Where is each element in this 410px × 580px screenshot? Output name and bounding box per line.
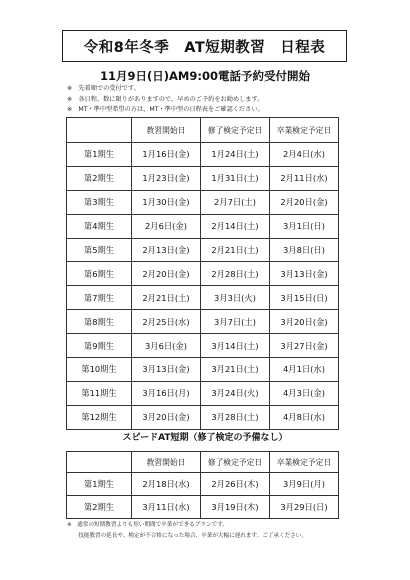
table-row	[67, 262, 339, 286]
date-cell: 4月8日(水)	[270, 405, 339, 429]
date-cell: 1月30日(金)	[132, 190, 201, 214]
footer-notes	[67, 520, 367, 542]
speed-schedule-table	[66, 451, 339, 519]
date-cell: 2月20日(金)	[270, 190, 339, 214]
date-cell: 2月25日(水)	[132, 310, 201, 334]
note-line: ※ MT・準中型希望の方は、MT・準中型の日程表をご確認ください。	[67, 106, 264, 113]
term-label-cell: 第2期生	[67, 496, 132, 519]
term-label-cell: 第11期生	[67, 381, 132, 405]
date-cell: 3月1日(日)	[270, 214, 339, 238]
date-cell: 3月7日(土)	[201, 310, 270, 334]
date-cell: 3月3日(火)	[201, 286, 270, 310]
table-row	[67, 473, 339, 496]
table-row	[67, 214, 339, 238]
date-cell: 3月21日(土)	[201, 358, 270, 382]
date-cell: 2月4日(水)	[270, 143, 339, 167]
date-cell: 3月6日(金)	[132, 334, 201, 358]
date-cell: 3月13日(金)	[270, 262, 339, 286]
date-cell: 3月14日(土)	[201, 334, 270, 358]
term-label-cell: 第6期生	[67, 262, 132, 286]
table-row	[67, 143, 339, 167]
date-cell: 3月8日(日)	[270, 238, 339, 262]
term-label-cell: 第2期生	[67, 166, 132, 190]
date-cell: 1月31日(土)	[201, 166, 270, 190]
column-header: 修了検定予定日	[201, 118, 270, 143]
column-header: 修了検定予定日	[201, 452, 270, 473]
term-label-cell: 第3期生	[67, 190, 132, 214]
date-cell: 2月20日(金)	[132, 262, 201, 286]
date-cell: 2月14日(土)	[201, 214, 270, 238]
date-cell: 1月24日(土)	[201, 143, 270, 167]
table-row	[67, 496, 339, 519]
term-label-cell: 第7期生	[67, 286, 132, 310]
note-line: ※ 各日程、数に限りがありますので、早めのご予約をお勧めします。	[67, 95, 264, 103]
header-corner-cell	[67, 452, 132, 473]
table-header-row	[67, 118, 339, 143]
date-cell: 3月24日(火)	[201, 381, 270, 405]
term-label-cell: 第1期生	[67, 473, 132, 496]
note-line: ※ 先着順での受付です。	[67, 85, 140, 92]
term-label-cell: 第1期生	[67, 143, 132, 167]
date-cell: 1月23日(金)	[132, 166, 201, 190]
date-cell: 3月28日(土)	[201, 405, 270, 429]
notes-block	[67, 84, 357, 116]
date-cell: 2月18日(水)	[132, 473, 201, 496]
date-cell: 2月13日(金)	[132, 238, 201, 262]
column-header: 教習開始日	[132, 118, 201, 143]
reservation-start-heading: 11月9日(日)AM9:00電話予約受付開始	[100, 69, 310, 83]
table-row	[67, 286, 339, 310]
table-row	[67, 190, 339, 214]
date-cell: 3月29日(日)	[270, 496, 339, 519]
document-title: 令和8年冬季 AT短期教習 日程表	[62, 30, 347, 62]
term-label-cell: 第5期生	[67, 238, 132, 262]
schedule-table	[66, 117, 339, 430]
table-row	[67, 405, 339, 429]
footer-note-line: 技能教習の延長や、検定が不合格になった場合、卒業が大幅に遅れます。ご了承ください。	[67, 533, 307, 539]
table-row	[67, 310, 339, 334]
table-row	[67, 381, 339, 405]
term-label-cell: 第10期生	[67, 358, 132, 382]
date-cell: 3月16日(月)	[132, 381, 201, 405]
date-cell: 2月28日(土)	[201, 262, 270, 286]
term-label-cell: 第8期生	[67, 310, 132, 334]
date-cell: 4月3日(金)	[270, 381, 339, 405]
date-cell: 2月21日(土)	[132, 286, 201, 310]
date-cell: 3月11日(水)	[132, 496, 201, 519]
date-cell: 2月11日(水)	[270, 166, 339, 190]
table-row	[67, 334, 339, 358]
term-label-cell: 第12期生	[67, 405, 132, 429]
date-cell: 3月19日(木)	[201, 496, 270, 519]
date-cell: 4月1日(水)	[270, 358, 339, 382]
footer-note-line: ※ 通常の短期教習よりも短い期間で卒業ができるプランです。	[67, 522, 228, 528]
date-cell: 2月21日(土)	[201, 238, 270, 262]
column-header: 卒業検定予定日	[270, 452, 339, 473]
date-cell: 3月20日(金)	[132, 405, 201, 429]
date-cell: 3月13日(金)	[132, 358, 201, 382]
table-header-row	[67, 452, 339, 473]
date-cell: 3月9日(月)	[270, 473, 339, 496]
table-row	[67, 166, 339, 190]
date-cell: 1月16日(金)	[132, 143, 201, 167]
date-cell: 2月7日(土)	[201, 190, 270, 214]
header-corner-cell	[67, 118, 132, 143]
term-label-cell: 第4期生	[67, 214, 132, 238]
table-row	[67, 238, 339, 262]
column-header: 教習開始日	[132, 452, 201, 473]
date-cell: 3月20日(金)	[270, 310, 339, 334]
column-header: 卒業検定予定日	[270, 118, 339, 143]
date-cell: 3月27日(金)	[270, 334, 339, 358]
table-row	[67, 358, 339, 382]
speed-at-heading: スピードAT短期（修了検定の予備なし）	[122, 433, 288, 443]
term-label-cell: 第9期生	[67, 334, 132, 358]
date-cell: 3月15日(日)	[270, 286, 339, 310]
date-cell: 2月6日(金)	[132, 214, 201, 238]
date-cell: 2月26日(木)	[201, 473, 270, 496]
